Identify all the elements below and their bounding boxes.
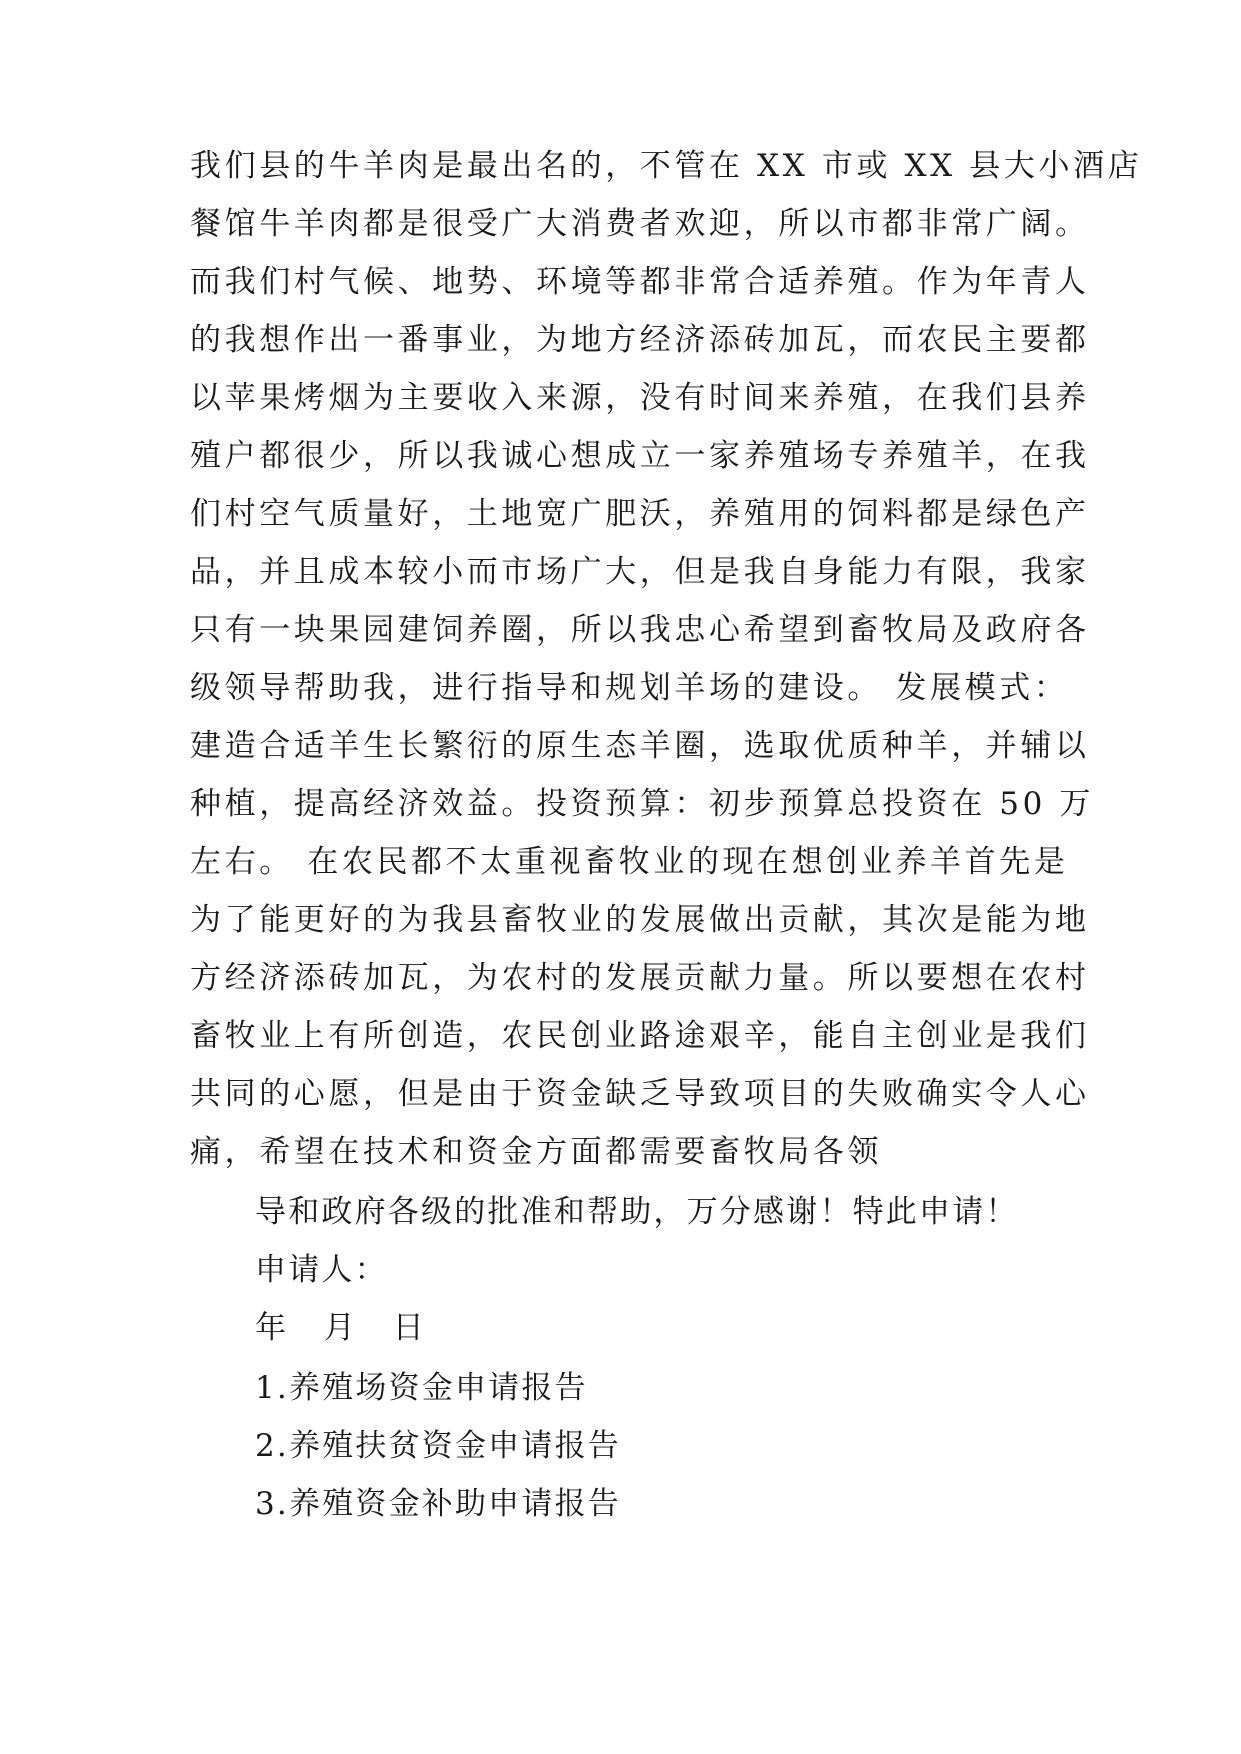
body-line: 只有一块果园建饲养圈，所以我忠心希望到畜牧局及政府各: [190, 612, 1090, 648]
related-link-2[interactable]: 2.养殖扶贫资金申请报告: [255, 1428, 621, 1464]
body-line: 建造合适羊生长繁衍的原生态羊圈，选取优质种羊，并辅以: [190, 728, 1090, 764]
body-line: 以苹果烤烟为主要收入来源，没有时间来养殖，在我们县养: [190, 380, 1090, 416]
closing-text: 导和政府各级的批准和帮助，万分感谢！特此申请！: [255, 1194, 1019, 1230]
body-line: 种植，提高经济效益。投资预算：初步预算总投资在 50 万: [190, 786, 1094, 822]
body-line: 为了能更好的为我县畜牧业的发展做出贡献，其次是能为地: [190, 902, 1090, 938]
body-line: 方经济添砖加瓦，为农村的发展贡献力量。所以要想在农村: [190, 960, 1090, 996]
related-link-1[interactable]: 1.养殖场资金申请报告: [255, 1370, 588, 1406]
body-line: 痛，希望在技术和资金方面都需要畜牧局各领: [190, 1134, 882, 1170]
body-line: 品，并且成本较小而市场广大，但是我自身能力有限，我家: [190, 554, 1090, 590]
body-line: 们村空气质量好，土地宽广肥沃，养殖用的饲料都是绿色产: [190, 496, 1090, 532]
date-line: 年 月 日: [255, 1310, 438, 1346]
body-line: 左右。 在农民都不太重视畜牧业的现在想创业养羊首先是: [190, 844, 1069, 880]
body-line: 而我们村气候、地势、环境等都非常合适养殖。作为年青人: [190, 264, 1090, 300]
applicant-label: 申请人：: [255, 1252, 388, 1288]
body-line: 餐馆牛羊肉都是很受广大消费者欢迎，所以市都非常广阔。: [190, 206, 1090, 242]
body-line: 的我想作出一番事业，为地方经济添砖加瓦，而农民主要都: [190, 322, 1090, 358]
body-line: 我们县的牛羊肉是最出名的，不管在 XX 市或 XX 县大小酒店: [190, 148, 1143, 184]
body-line: 共同的心愿，但是由于资金缺乏导致项目的失败确实令人心: [190, 1076, 1090, 1112]
body-line: 殖户都很少，所以我诚心想成立一家养殖场专养殖羊，在我: [190, 438, 1090, 474]
related-link-3[interactable]: 3.养殖资金补助申请报告: [255, 1486, 621, 1522]
body-line: 级领导帮助我，进行指导和规划羊场的建设。 发展模式：: [190, 670, 1069, 706]
body-line: 畜牧业上有所创造，农民创业路途艰辛，能自主创业是我们: [190, 1018, 1090, 1054]
